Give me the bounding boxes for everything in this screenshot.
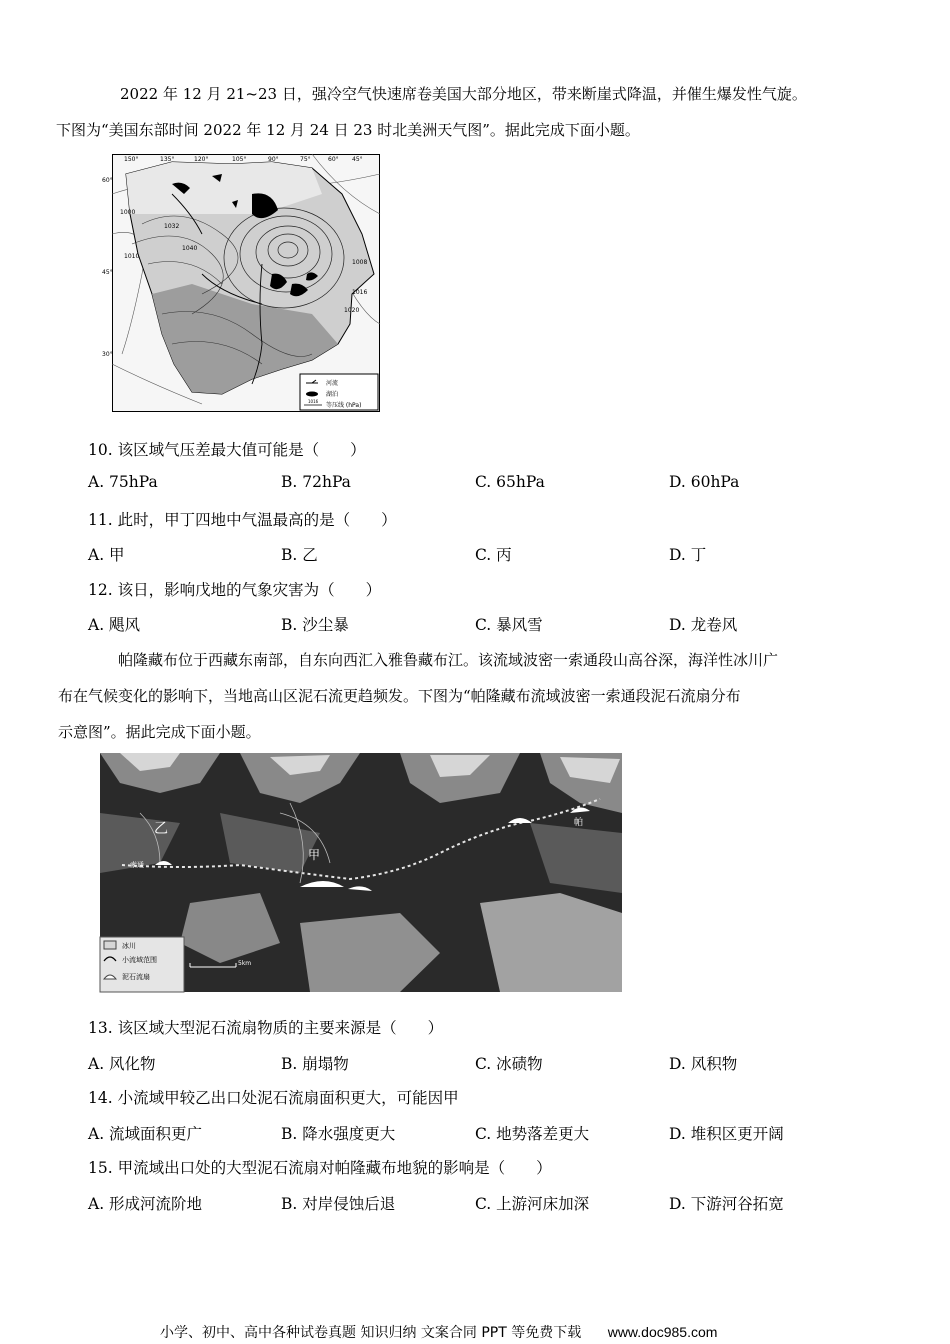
lon-label-60: 60° [328, 156, 339, 163]
map1-legend [300, 374, 378, 410]
scale-bar-label: 5km [238, 960, 252, 967]
q11-option-b[interactable]: B. 乙 [281, 546, 318, 564]
q11-option-a[interactable]: A. 甲 [88, 546, 125, 564]
q11-option-d[interactable]: D. 丁 [669, 546, 707, 564]
intro-2-line-2: 布在气候变化的影响下，当地高山区泥石流更趋频发。下图为“帕隆藏布流域波密一索通段泥石流扇分布 [58, 687, 741, 705]
intro-1-line-1: 2022 年 12 月 21~23 日，强冷空气快速席卷美国大部分地区，带来断崖式降温，并催生爆发性气旋。 [120, 85, 807, 103]
legend-basin: 小流域范围 [122, 956, 157, 964]
lon-label-75: 75° [300, 156, 311, 163]
lon-label-105: 105° [232, 156, 247, 163]
place-label-suotong: 索通 [130, 861, 144, 869]
page-footer [160, 1322, 717, 1342]
lon-label-150: 150° [124, 156, 139, 163]
q14-option-a[interactable]: A. 流域面积更广 [88, 1125, 203, 1143]
question-13-stem: 13. 该区域大型泥石流扇物质的主要来源是（ ） [88, 1019, 444, 1037]
q10-option-d[interactable]: D. 60hPa [669, 473, 740, 491]
question-12-stem: 12. 该日，影响戊地的气象灾害为（ ） [88, 581, 382, 599]
q10-option-b[interactable]: B. 72hPa [281, 473, 351, 491]
legend-lake: 湖泊 [326, 391, 339, 398]
q15-option-d[interactable]: D. 下游河谷拓宽 [669, 1195, 784, 1213]
question-14-stem: 14. 小流域甲较乙出口处泥石流扇面积更大，可能因甲 [88, 1089, 459, 1107]
isobar-label: 1020 [344, 307, 360, 314]
q12-option-a[interactable]: A. 飓风 [88, 616, 141, 634]
place-label-pa: 帕 [574, 818, 584, 828]
isobar-label: 1040 [182, 245, 198, 252]
legend-isobar-sample: 1016 [308, 399, 319, 404]
footer-text: 小学、初中、高中各种试卷真题 知识归纳 文案合同 PPT 等免费下载 [160, 1325, 582, 1341]
q12-option-d[interactable]: D. 龙卷风 [669, 616, 738, 634]
footer-url[interactable]: www.doc985.com [607, 1324, 718, 1340]
isobar-label: 1016 [352, 289, 368, 296]
q12-option-b[interactable]: B. 沙尘暴 [281, 616, 349, 634]
q13-option-a[interactable]: A. 风化物 [88, 1055, 156, 1073]
q10-option-a[interactable]: A. 75hPa [88, 473, 158, 491]
lat-label-60: 60° [102, 177, 113, 184]
q13-option-c[interactable]: C. 冰碛物 [475, 1055, 543, 1073]
question-15-stem: 15. 甲流域出口处的大型泥石流扇对帕隆藏布地貌的影响是（ ） [88, 1159, 552, 1177]
q12-option-c[interactable]: C. 暴风雪 [475, 616, 543, 634]
intro-2-line-3: 示意图”。据此完成下面小题。 [58, 723, 261, 741]
question-10-stem: 10. 该区域气压差最大值可能是（ ） [88, 441, 366, 459]
lon-label-90: 90° [268, 156, 279, 163]
isobar-label: 1010 [124, 253, 140, 260]
debris-flow-fan-map [100, 753, 622, 992]
q14-option-d[interactable]: D. 堆积区更开阔 [669, 1125, 784, 1143]
q13-option-d[interactable]: D. 风积物 [669, 1055, 738, 1073]
lat-label-45: 45° [102, 269, 113, 276]
isobar-label: 1008 [352, 259, 368, 266]
basin-label-yi: 乙 [154, 821, 168, 837]
legend-isobar: 等压线 (hPa) [326, 402, 362, 409]
basin-label-jia: 甲 [308, 848, 321, 862]
question-11-stem: 11. 此时，甲丁四地中气温最高的是（ ） [88, 511, 397, 529]
q15-option-b[interactable]: B. 对岸侵蚀后退 [281, 1195, 396, 1213]
isobar-label: 1032 [164, 223, 180, 230]
intro-1-line-2: 下图为“美国东部时间 2022 年 12 月 24 日 23 时北美洲天气图”。据此完成下面小题。 [56, 121, 640, 139]
legend-glacier: 冰川 [122, 942, 136, 950]
q14-option-c[interactable]: C. 地势落差更大 [475, 1125, 590, 1143]
intro-2-line-1: 帕隆藏布位于西藏东南部，自东向西汇入雅鲁藏布江。该流域波密一索通段山高谷深，海洋性冰川广 [118, 651, 779, 669]
intro-paragraph-2 [58, 642, 863, 750]
north-america-weather-map [102, 154, 380, 412]
legend-river: 河流 [326, 380, 339, 387]
lon-label-120: 120° [194, 156, 209, 163]
intro-paragraph-1 [56, 76, 863, 148]
q10-option-c[interactable]: C. 65hPa [475, 473, 545, 491]
lon-label-45: 45° [352, 156, 363, 163]
lon-label-135: 135° [160, 156, 175, 163]
q13-option-b[interactable]: B. 崩塌物 [281, 1055, 349, 1073]
q11-option-c[interactable]: C. 丙 [475, 546, 512, 564]
legend-fan: 泥石流扇 [122, 973, 150, 981]
q15-option-c[interactable]: C. 上游河床加深 [475, 1195, 590, 1213]
q14-option-b[interactable]: B. 降水强度更大 [281, 1125, 396, 1143]
lat-label-30: 30° [102, 351, 113, 358]
q15-option-a[interactable]: A. 形成河流阶地 [88, 1195, 203, 1213]
isobar-label: 1000 [120, 209, 136, 216]
